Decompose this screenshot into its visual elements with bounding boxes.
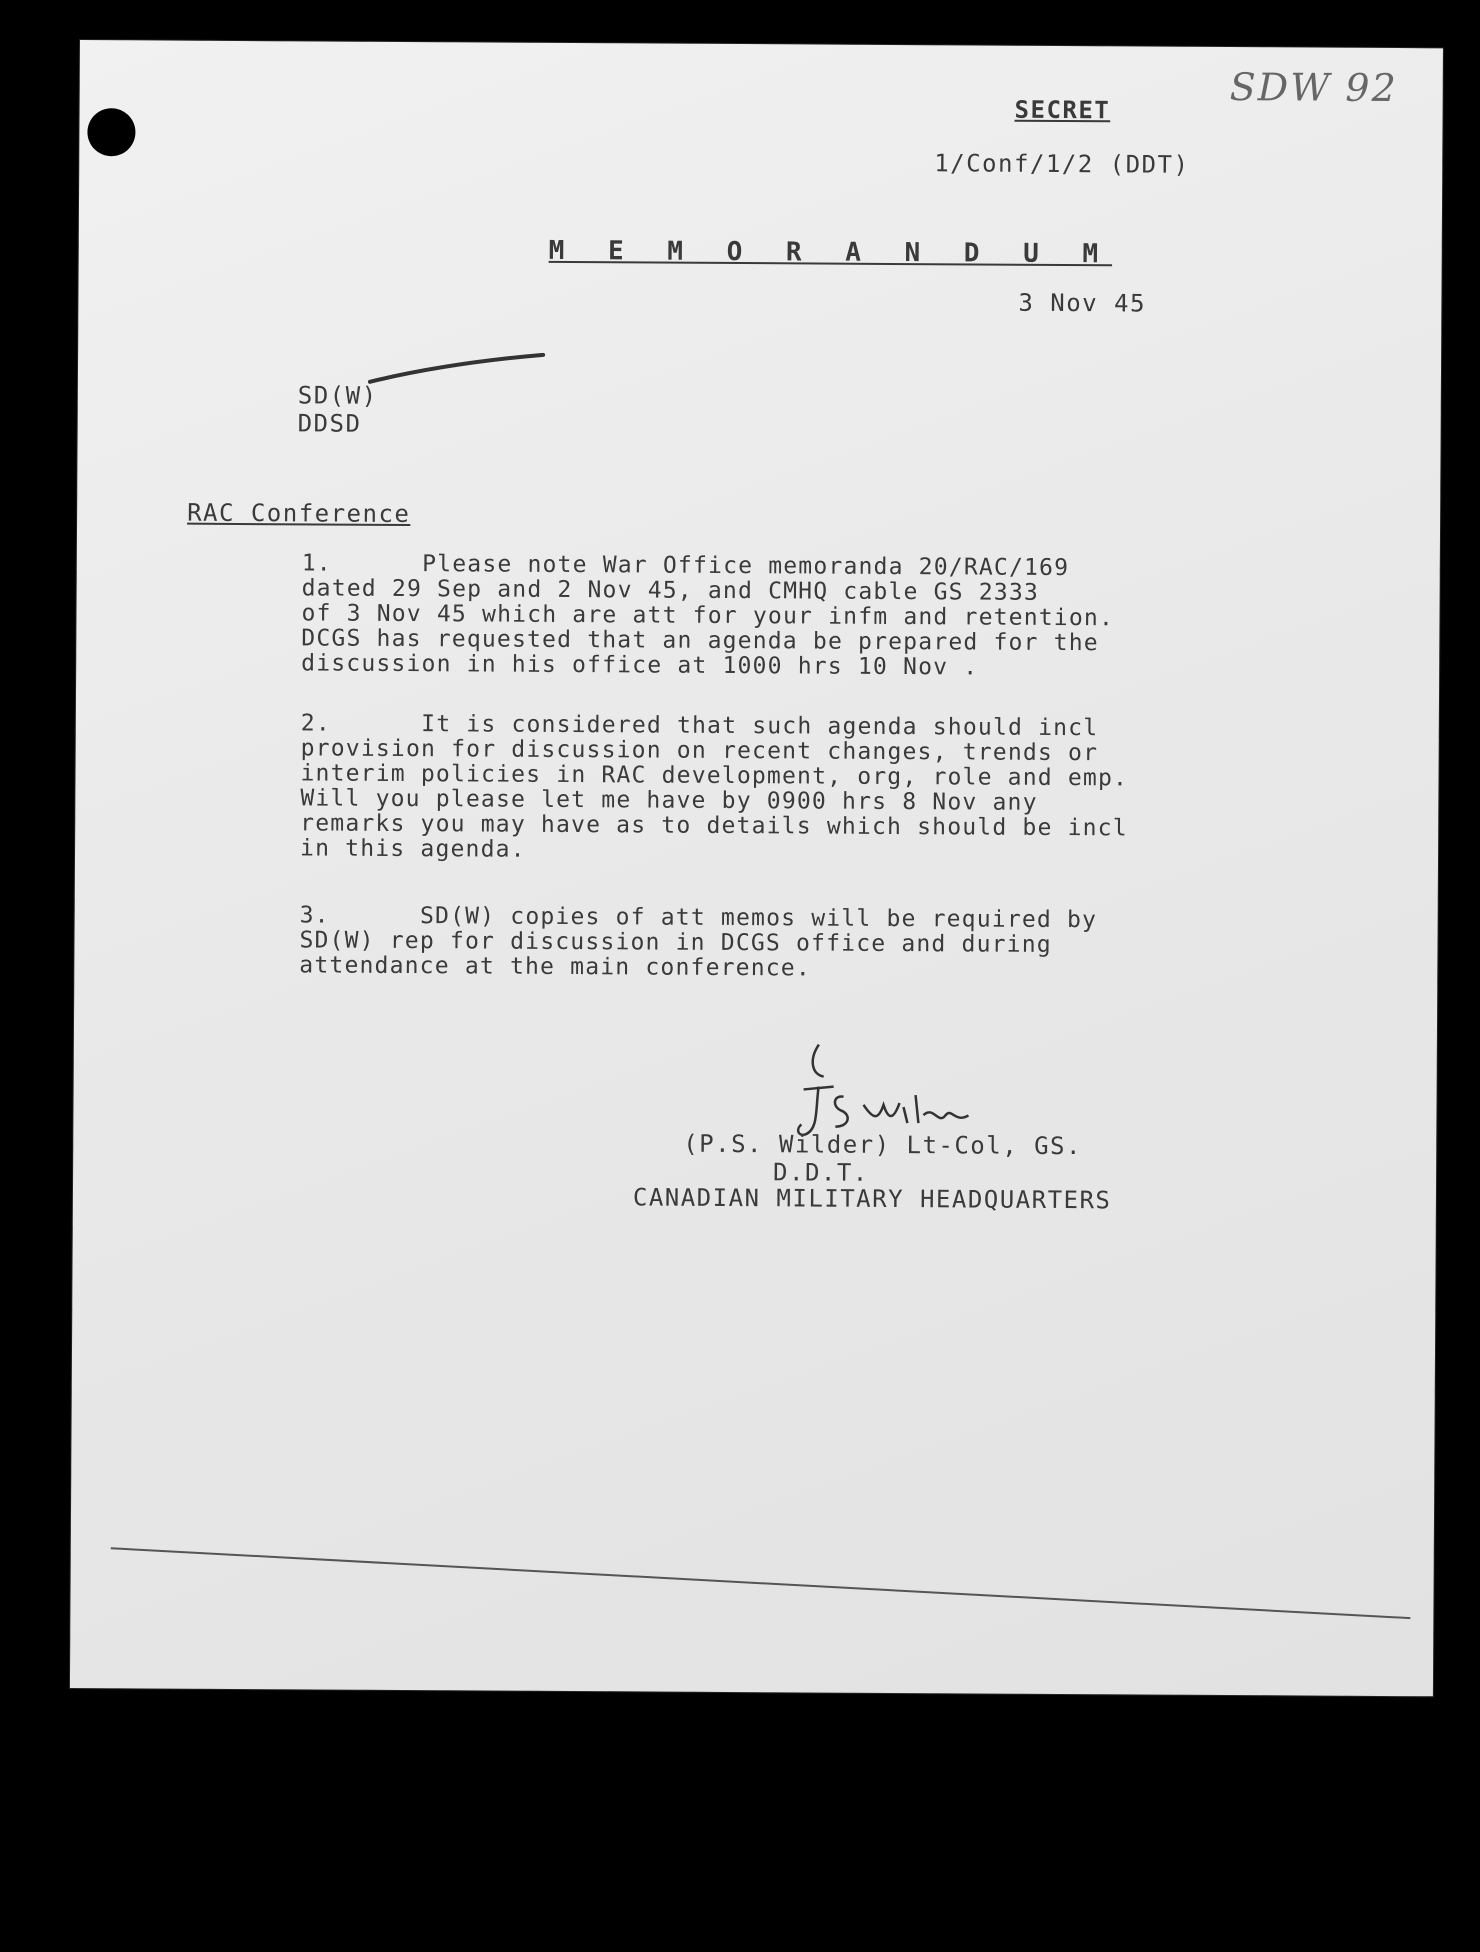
subject-line: RAC Conference bbox=[187, 498, 411, 529]
pen-mark bbox=[368, 352, 548, 393]
handwritten-corner-note: SDW 92 bbox=[1229, 65, 1398, 111]
punch-hole bbox=[87, 108, 135, 156]
document-title: M E M O R A N D U M bbox=[548, 235, 1113, 270]
document-date: 3 Nov 45 bbox=[1018, 288, 1147, 318]
addressee-secondary: DDSD bbox=[297, 409, 362, 438]
fold-line bbox=[70, 1540, 1433, 1628]
paragraph-3: 3. SD(W) copies of att memos will be required by SD(W) rep for discussion in DCGS office and during attendance at the main conference. bbox=[299, 902, 1098, 982]
signatory-name: (P.S. Wilder) Lt-Col, GS. bbox=[683, 1129, 1083, 1161]
classification-label: SECRET bbox=[1014, 95, 1111, 125]
signatory-appointment: D.D.T. bbox=[773, 1158, 869, 1187]
paragraph-1: 1. Please note War Office memoranda 20/RAC/169 dated 29 Sep and 2 Nov 45, and CMHQ cable GS 2333 of 3 Nov 45 which are att for your infm and retention. DCGS has requested that an agenda be prepared for the discussion in his office at 1000 hrs 10 Nov . bbox=[301, 550, 1115, 681]
signatory-organization: CANADIAN MILITARY HEADQUARTERS bbox=[632, 1183, 1112, 1215]
document-page bbox=[70, 40, 1443, 1696]
file-reference: 1/Conf/1/2 (DDT) bbox=[934, 149, 1190, 179]
addressee-primary: SD(W) bbox=[297, 381, 378, 410]
handwritten-signature bbox=[723, 1034, 1004, 1146]
paragraph-2: 2. It is considered that such agenda should incl provision for discussion on recent changes, trends or interim policies in RAC development, org, role and emp. Will you please let me have by 0900 hrs 8 Nov any remarks you may have as to details which should be incl in this agenda. bbox=[299, 710, 1129, 863]
